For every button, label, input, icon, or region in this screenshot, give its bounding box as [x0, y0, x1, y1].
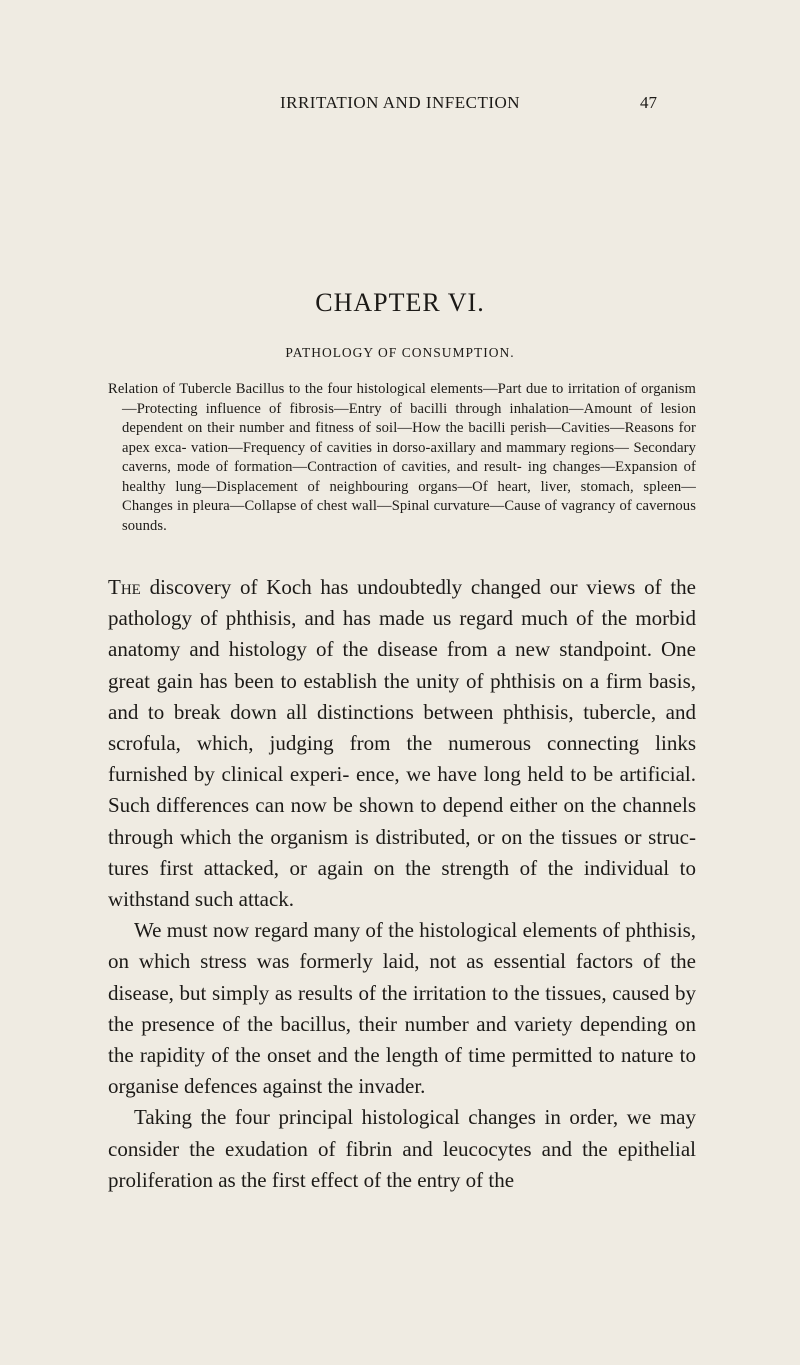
paragraph-1	[108, 572, 696, 915]
paragraph-2: We must now regard many of the histological elements of phthisis, on which stress was formerly laid, not as essential factors of the disease, but simply as results of the irritation to the tissues, caused by the presence of the bacillus, their number and variety depending on the rapidity of the onset and the length of time permitted to nature to organise defences against the invader.	[108, 918, 696, 1099]
chapter-title: CHAPTER VI.	[315, 288, 485, 317]
body-text	[108, 572, 696, 1196]
chapter-subtitle: PATHOLOGY OF CONSUMPTION.	[285, 345, 515, 360]
paragraph-3: Taking the four principal histological changes in order, we may consider the exudation of fibrin and leucocytes and the epithelial proliferation as the first effect of the entry of the	[108, 1105, 696, 1192]
chapter-synopsis: Relation of Tubercle Bacillus to the four histological elements—Part due to irritation of organism—Protecting influence of fibrosis—Entry of bacilli through inhalation—Amount of lesion dependent on their number and fitness of soil—How the bacilli perish—Cavities—Reasons for apex exca- vation—Frequency of cavities in dorso-axillary and mammary regions— Secondary caverns, mode of formation—Contraction of cavities, and result- ing changes—Expansion of healthy lung—Displacement of neighbouring organs—Of heart, liver, stomach, spleen—Changes in pleura—Collapse of chest wall—Spinal curvature—Cause of vagrancy of cavernous sounds.	[108, 381, 696, 534]
running-head: IRRITATION AND INFECTION	[279, 93, 521, 112]
paragraph-1-text: discovery of Koch has undoubtedly changed our views of the pathology of phthisis, and has made us regard much of the morbid anatomy and histology of the disease from a new standpoint. One great gain has been to establish the unity of phthisis on a firm basis, and to break down all distinctions between phthisis, tubercle, and scrofula, which, judging from the numerous connecting links furnished by clinical experi- ence, we have long held to be artificial. Such differences can now be shown to depend either on the channels through which the organism is distributed, or on the tissues or struc- tures first attacked, or again on the strength of the individual to withstand such attack.	[108, 575, 696, 912]
page-number: 47	[640, 93, 657, 112]
paragraph-lead-word: The	[108, 575, 141, 599]
